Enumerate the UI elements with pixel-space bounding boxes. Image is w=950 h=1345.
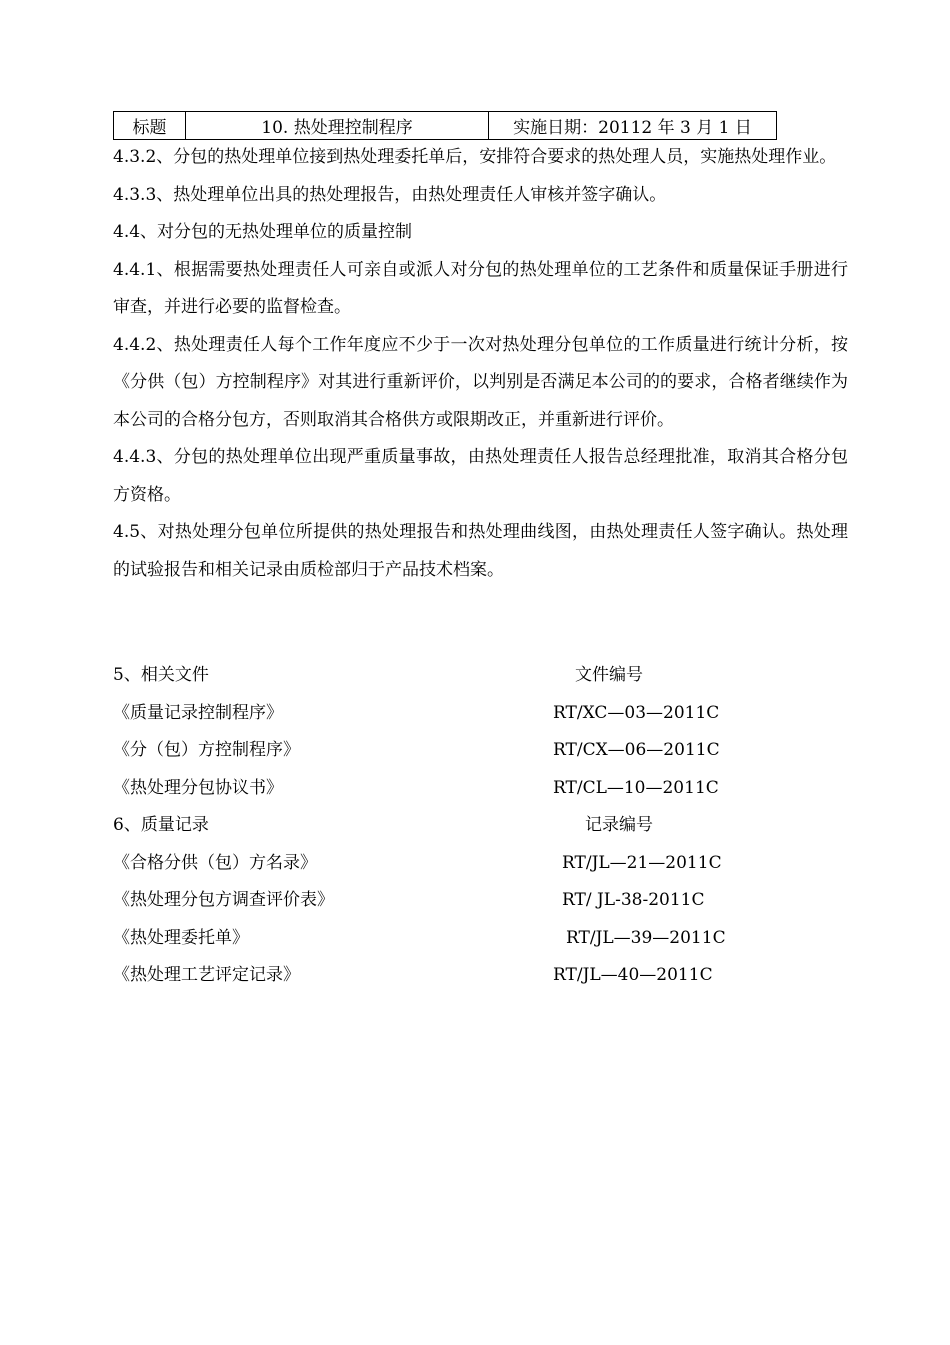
paragraph-4-4-3: 4.4.3、分包的热处理单位出现严重质量事故，由热处理责任人报告总经理批准，取消其合格分包方资格。 (113, 447, 848, 505)
quality-records-heading: 6、质量记录 (113, 815, 209, 835)
quality-record-row (113, 882, 833, 920)
related-document-row (113, 695, 833, 733)
paragraph-4-5: 4.5、对热处理分包单位所提供的热处理报告和热处理曲线图，由热处理责任人签字确认。热处理的试验报告和相关记录由质检部归于产品技术档案。 (113, 522, 848, 580)
related-document-code: RT/CX—06—2011C (553, 740, 720, 760)
document-body (113, 141, 848, 589)
quality-record-name: 《热处理分包方调查评价表》 (113, 890, 334, 910)
related-document-name: 《分（包）方控制程序》 (113, 740, 300, 760)
related-document-code: RT/XC—03—2011C (553, 702, 720, 723)
paragraph-4-3-3: 4.3.3、热处理单位出具的热处理报告，由热处理责任人审核并签字确认。 (113, 184, 667, 205)
related-documents-section (113, 657, 833, 995)
header-title-cell: 10. 热处理控制程序 (186, 112, 489, 139)
quality-record-name: 《热处理委托单》 (113, 927, 249, 948)
quality-record-row (113, 957, 833, 995)
document-code-heading: 文件编号 (575, 665, 643, 685)
related-document-row (113, 770, 833, 808)
header-label-cell: 标题 (114, 112, 186, 139)
quality-record-row (113, 845, 833, 883)
quality-records-heading-row (113, 807, 833, 845)
related-document-code: RT/CL—10—2011C (553, 777, 719, 798)
paragraph-4-4-1: 4.4.1、根据需要热处理责任人可亲自或派人对分包的热处理单位的工艺条件和质量保证手册进行审查，并进行必要的监督检查。 (113, 259, 848, 317)
quality-record-code: RT/ JL-38-2011C (562, 890, 705, 910)
related-documents-heading-row (113, 657, 833, 695)
related-document-name: 《质量记录控制程序》 (113, 702, 283, 723)
paragraph-4-4-2: 4.4.2、热处理责任人每个工作年度应不少于一次对热处理分包单位的工作质量进行统计分析，按《分供（包）方控制程序》对其进行重新评价，以判别是否满足本公司的的要求，合格者继续作为本公司的合格分包方，否则取消其合格供方或限期改正，并重新进行评价。 (113, 334, 848, 430)
related-document-row (113, 732, 833, 770)
quality-record-name: 《合格分供（包）方名录》 (113, 852, 317, 873)
related-documents-heading: 5、相关文件 (113, 665, 209, 685)
quality-record-name: 《热处理工艺评定记录》 (113, 965, 300, 985)
record-code-heading: 记录编号 (585, 815, 653, 835)
related-document-name: 《热处理分包协议书》 (113, 777, 283, 798)
quality-record-row (113, 920, 833, 958)
paragraph-4-3-2: 4.3.2、分包的热处理单位接到热处理委托单后，安排符合要求的热处理人员，实施热处理作业。 (113, 147, 837, 167)
quality-record-code: RT/JL—21—2011C (562, 852, 722, 873)
quality-record-code: RT/JL—39—2011C (566, 927, 726, 948)
header-date-cell: 实施日期：20112 年 3 月 1 日 (513, 118, 752, 138)
paragraph-4-4: 4.4、对分包的无热处理单位的质量控制 (113, 222, 413, 242)
header-table (113, 111, 777, 140)
quality-record-code: RT/JL—40—2011C (553, 965, 713, 985)
